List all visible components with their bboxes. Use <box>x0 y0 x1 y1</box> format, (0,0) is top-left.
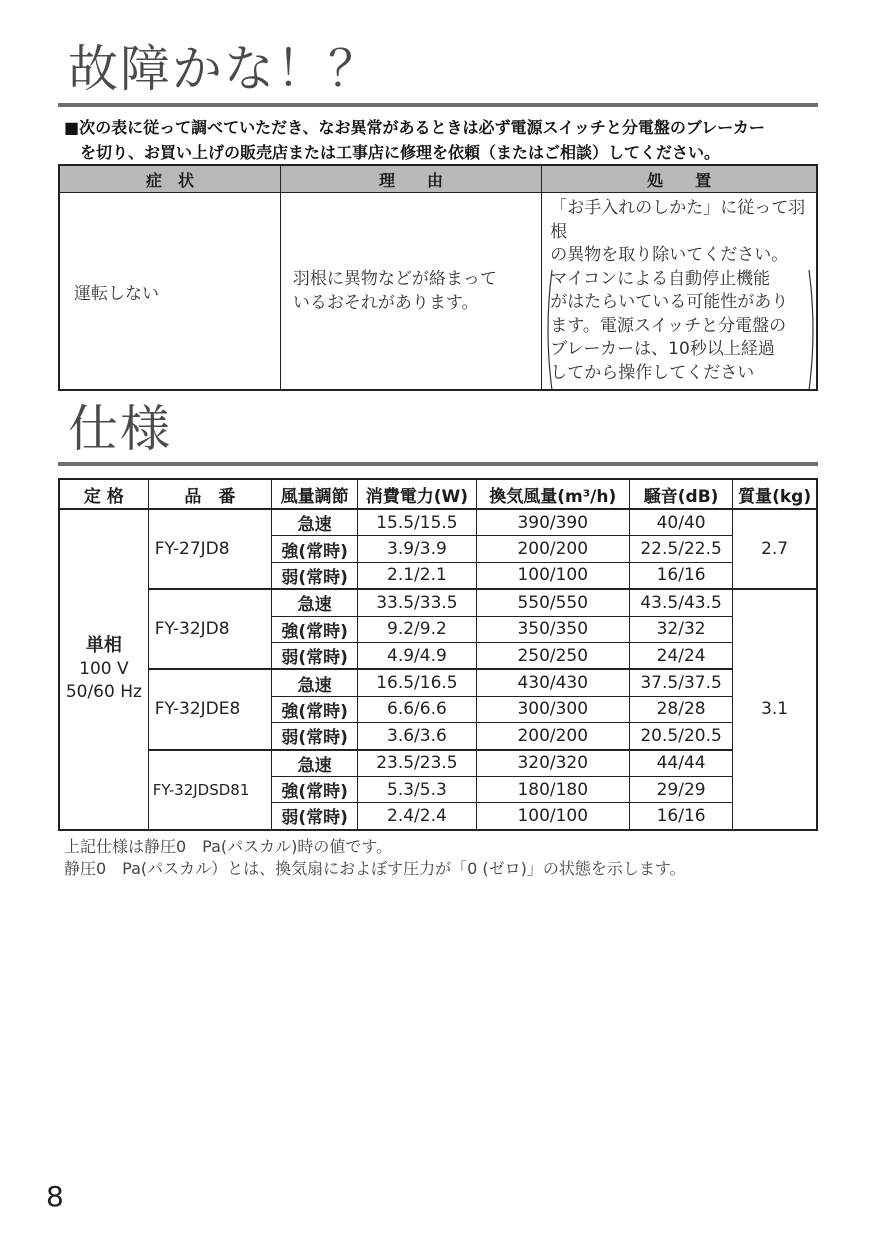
trouble-intro-line1: ■次の表に従って調べていただき、なお異常があるときは必ず電源スイッチと分電盤のブレーカー <box>64 118 765 137</box>
power-cell: 6.6/6.6 <box>358 696 476 722</box>
power-cell: 2.4/2.4 <box>358 803 476 830</box>
power-cell: 2.1/2.1 <box>358 562 476 589</box>
trouble-intro-line2: を切り、お買い上げの販売店または工事店に修理を依頼（またはご相談）してください。 <box>80 143 721 162</box>
noise-cell: 29/29 <box>629 776 732 802</box>
header-air-volume: 換気風量(m³/h) <box>476 479 629 509</box>
trouble-table-header <box>59 165 817 193</box>
mode-cell: 急速 <box>272 509 358 536</box>
air-cell: 250/250 <box>476 642 629 669</box>
trouble-intro <box>64 115 824 165</box>
noise-cell: 37.5/37.5 <box>629 669 732 696</box>
remedy-line: がはたらいている可能性があり <box>550 292 789 312</box>
mode-cell: 弱(常時) <box>272 642 358 669</box>
power-cell: 5.3/5.3 <box>358 776 476 802</box>
power-cell: 4.9/4.9 <box>358 642 476 669</box>
noise-cell: 20.5/20.5 <box>629 723 732 750</box>
air-cell: 200/200 <box>476 536 629 562</box>
mode-cell: 弱(常時) <box>272 803 358 830</box>
power-cell: 3.9/3.9 <box>358 536 476 562</box>
rating-voltage: 100 V <box>79 659 129 680</box>
rating-phase: 単相 <box>85 635 122 657</box>
noise-cell: 40/40 <box>629 509 732 536</box>
mode-cell: 強(常時) <box>272 696 358 722</box>
remedy-bracketed-note <box>550 268 810 386</box>
table-row <box>59 669 817 696</box>
reason-cell <box>280 193 541 391</box>
header-rating: 定 格 <box>59 479 148 509</box>
spec-title-rule <box>58 462 818 466</box>
rating-cell <box>59 509 148 830</box>
mode-cell: 弱(常時) <box>272 723 358 750</box>
left-paren-icon <box>543 270 553 390</box>
air-cell: 300/300 <box>476 696 629 722</box>
noise-cell: 24/24 <box>629 642 732 669</box>
spec-title: 仕様 <box>68 400 172 458</box>
remedy-line: の異物を取り除いてください。 <box>550 245 789 265</box>
power-cell: 33.5/33.5 <box>358 589 476 616</box>
air-cell: 430/430 <box>476 669 629 696</box>
remedy-line: マイコンによる自動停止機能 <box>550 268 771 289</box>
reason-line1: 羽根に異物などが絡まって <box>292 269 497 289</box>
air-cell: 350/350 <box>476 616 629 642</box>
power-cell: 15.5/15.5 <box>358 509 476 536</box>
noise-cell: 43.5/43.5 <box>629 589 732 616</box>
rating-frequency: 50/60 Hz <box>65 682 142 703</box>
mode-cell: 強(常時) <box>272 536 358 562</box>
air-cell: 200/200 <box>476 723 629 750</box>
header-remedy: 処 置 <box>542 165 817 193</box>
remedy-line: 「お手入れのしかた」に従って羽根 <box>550 198 806 242</box>
air-cell: 100/100 <box>476 562 629 589</box>
mode-cell: 急速 <box>272 669 358 696</box>
header-noise: 騒音(dB) <box>629 479 732 509</box>
model-cell: FY-27JD8 <box>148 509 271 589</box>
trouble-row <box>59 193 817 391</box>
table-row <box>59 509 817 536</box>
air-cell: 390/390 <box>476 509 629 536</box>
remedy-line: してから操作してください <box>550 362 755 383</box>
air-cell: 100/100 <box>476 803 629 830</box>
symptom-cell: 運転しない <box>59 193 280 391</box>
model-cell: FY-32JDSD81 <box>148 750 271 830</box>
noise-cell: 22.5/22.5 <box>629 536 732 562</box>
page-number: 8 <box>46 1180 64 1213</box>
table-row <box>59 589 817 616</box>
air-cell: 180/180 <box>476 776 629 802</box>
trouble-title: 故障かな！？ <box>68 40 380 98</box>
header-power: 消費電力(W) <box>358 479 476 509</box>
noise-cell: 32/32 <box>629 616 732 642</box>
noise-cell: 16/16 <box>629 803 732 830</box>
header-model: 品 番 <box>148 479 271 509</box>
header-symptom: 症 状 <box>59 165 280 193</box>
spec-table <box>58 478 818 831</box>
mass-cell: 2.7 <box>733 509 817 589</box>
air-cell: 550/550 <box>476 589 629 616</box>
mode-cell: 急速 <box>272 589 358 616</box>
spec-note-1: 上記仕様は静圧0 Pa(パスカル)時の値です。 <box>64 837 393 856</box>
header-reason: 理 由 <box>280 165 541 193</box>
power-cell: 16.5/16.5 <box>358 669 476 696</box>
header-mass: 質量(kg) <box>733 479 817 509</box>
power-cell: 23.5/23.5 <box>358 750 476 777</box>
table-row <box>59 750 817 777</box>
spec-table-header <box>59 479 817 509</box>
noise-cell: 16/16 <box>629 562 732 589</box>
mode-cell: 弱(常時) <box>272 562 358 589</box>
trouble-title-rule <box>58 103 818 107</box>
header-airflow-setting: 風量調節 <box>272 479 358 509</box>
spec-note-2: 静圧0 Pa(パスカル）とは、換気扇におよぼす圧力が「0 (ゼロ)」の状態を示します。 <box>64 859 686 878</box>
noise-cell: 28/28 <box>629 696 732 722</box>
power-cell: 3.6/3.6 <box>358 723 476 750</box>
power-cell: 9.2/9.2 <box>358 616 476 642</box>
remedy-cell <box>542 193 817 391</box>
right-paren-icon <box>808 270 818 390</box>
reason-line2: いるおそれがあります。 <box>292 293 479 313</box>
mode-cell: 強(常時) <box>272 616 358 642</box>
mode-cell: 強(常時) <box>272 776 358 802</box>
mode-cell: 急速 <box>272 750 358 777</box>
air-cell: 320/320 <box>476 750 629 777</box>
noise-cell: 44/44 <box>629 750 732 777</box>
model-cell: FY-32JDE8 <box>148 669 271 749</box>
trouble-table <box>58 164 818 391</box>
mass-cell: 3.1 <box>733 589 817 830</box>
remedy-line: ブレーカーは、10秒以上経過 <box>550 339 775 359</box>
model-cell: FY-32JD8 <box>148 589 271 669</box>
remedy-line: ます。電源スイッチと分電盤の <box>550 315 787 336</box>
